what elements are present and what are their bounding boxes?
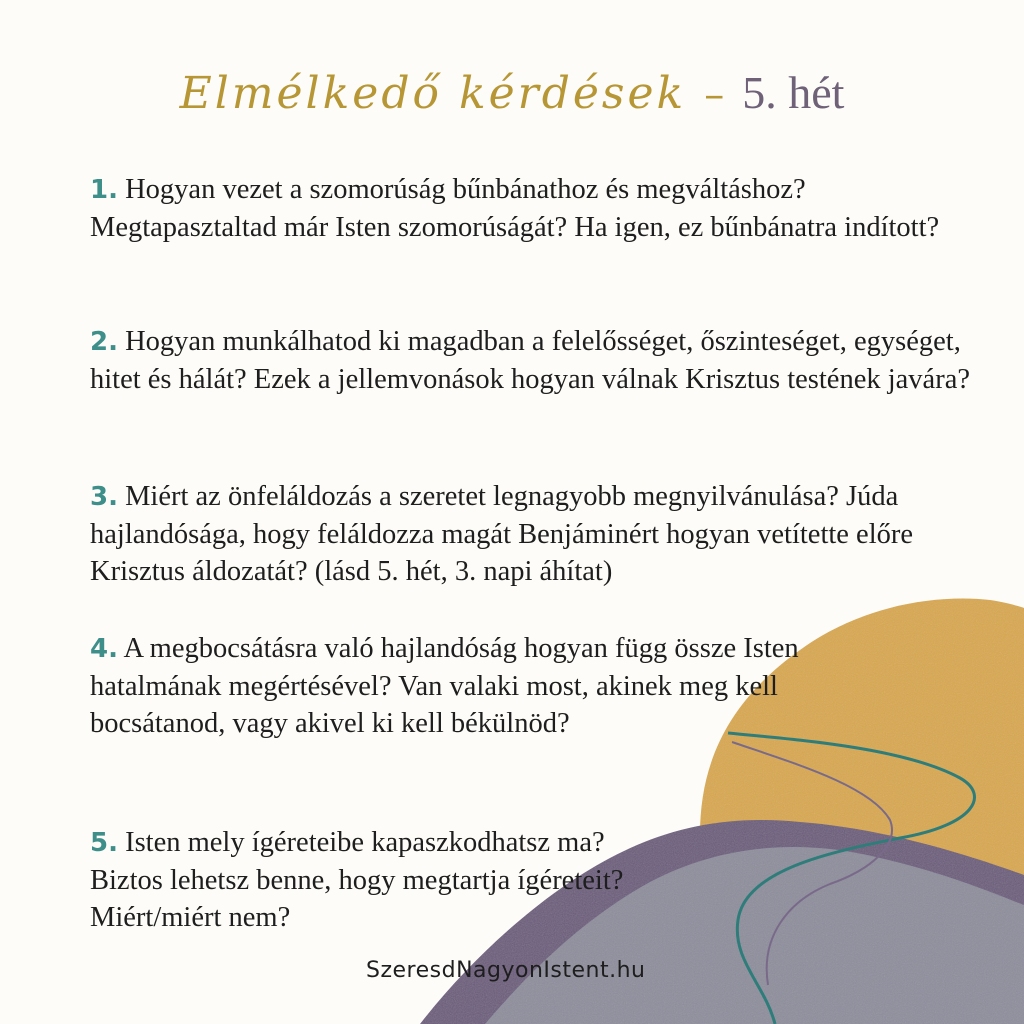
question-number: 4. xyxy=(90,634,118,664)
question-text: A megbocsátásra való hajlandóság hogyan függ össze Isten hatalmának megértésével? Van valaki most, akinek meg kell bocsátanod, vagy akivel ki kell békülnöd? xyxy=(90,633,799,739)
question-number: 2. xyxy=(90,327,118,357)
title-separator: – xyxy=(704,72,725,118)
question-number: 5. xyxy=(90,828,118,858)
footer-website: SzeresdNagyonIstent.hu xyxy=(366,958,646,983)
title-week: 5. hét xyxy=(742,67,845,118)
question-text: Hogyan vezet a szomorúság bűnbánathoz és megváltáshoz? Megtapasztaltad már Isten szomorúságát? Ha igen, ez bűnbánatra indított? xyxy=(90,174,940,243)
question-3 xyxy=(90,478,970,590)
question-1 xyxy=(90,171,970,246)
question-5 xyxy=(90,824,670,936)
question-text: Isten mely ígéreteibe kapaszkodhatsz ma? Biztos lehetsz benne, hogy megtartja ígéreteit? Miért/miért nem? xyxy=(90,827,624,933)
title-script-text: Elmélkedő kérdések xyxy=(179,68,687,119)
page-title xyxy=(0,66,1024,119)
question-text: Miért az önfeláldozás a szeretet legnagyobb megnyilvánulása? Júda hajlandósága, hogy feláldozza magát Benjáminért hogyan vetítette előre Krisztus áldozatát? (lásd 5. hét, 3. napi áhítat) xyxy=(90,481,914,587)
question-2 xyxy=(90,323,970,398)
question-text: Hogyan munkálhatod ki magadban a felelősséget, őszinteséget, egységet, hitet és hálát? Ezek a jellemvonások hogyan válnak Krisztus testének javára? xyxy=(90,326,970,395)
question-number: 3. xyxy=(90,482,118,512)
question-4 xyxy=(90,630,810,742)
question-number: 1. xyxy=(90,175,118,205)
